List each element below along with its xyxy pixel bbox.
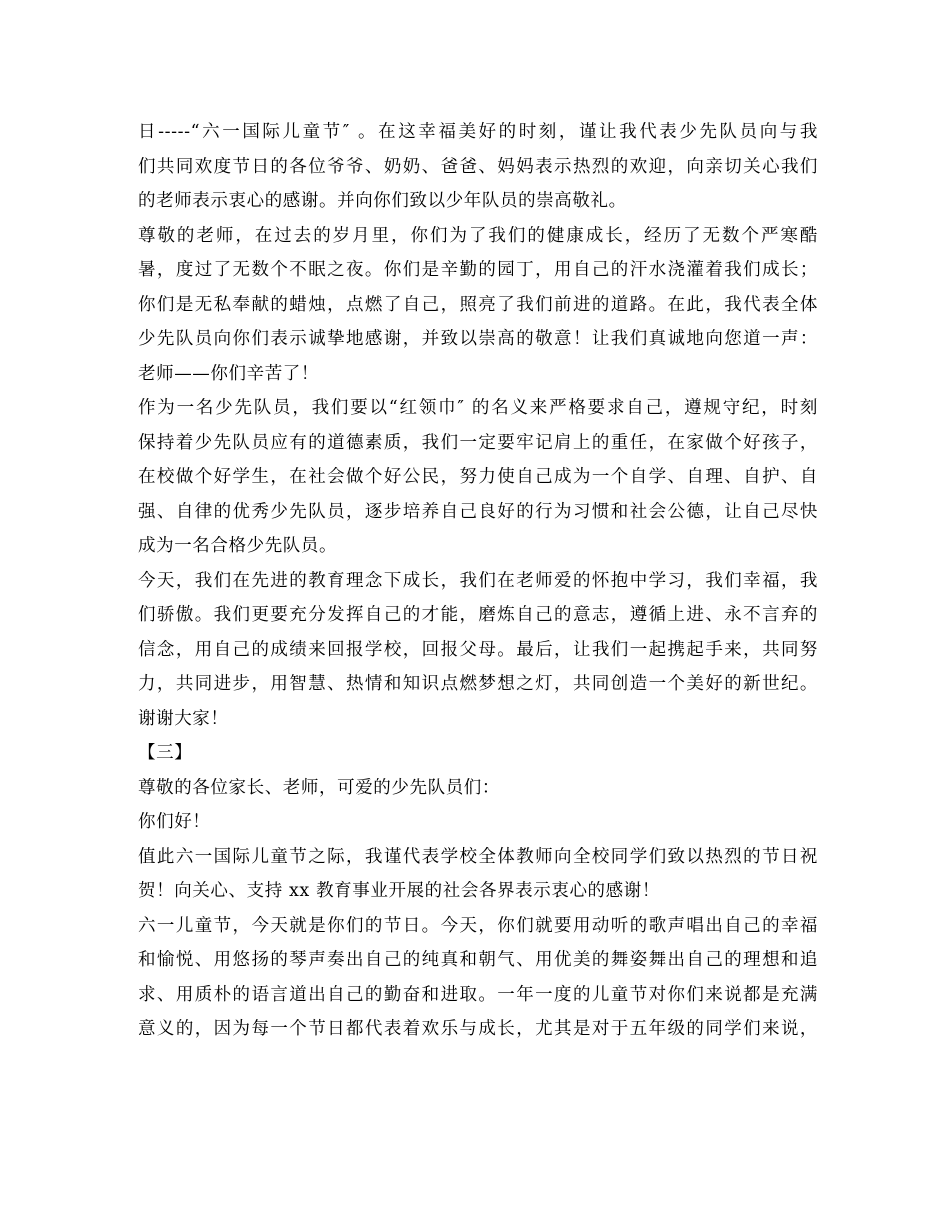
text-line: 和愉悦、用悠扬的琴声奏出自己的纯真和朝气、用优美的舞姿舞出自己的理想和追: [138, 950, 818, 970]
text-line: 老师——你们辛苦了！: [138, 363, 319, 384]
text-line: 少先队员向你们表示诚挚地感谢，并致以崇高的敬意！让我们真诚地向您道一声：: [138, 329, 818, 349]
text-line: 保持着少先队员应有的道德素质，我们一定要牢记肩上的重任，在家做个好孩子，: [138, 432, 818, 453]
text-line: 值此六一国际儿童节之际，我谨代表学校全体教师向全校同学们致以热烈的节日祝: [138, 846, 818, 867]
text-line: 意义的，因为每一个节日都代表着欢乐与成长，尤其是对于五年级的同学们来说，: [138, 1019, 818, 1039]
text-line: 信念，用自己的成绩来回报学校，回报父母。最后，让我们一起携起手来，共同努: [138, 639, 818, 660]
text-line: 尊敬的老师，在过去的岁月里，你们为了我们的健康成长，经历了无数个严寒酷: [138, 225, 818, 246]
document-page: [138, 115, 818, 1047]
text-line: 强、自律的优秀少先队员，逐步培养自己良好的行为习惯和社会公德，让自己尽快: [138, 501, 818, 522]
text-line: 谢谢大家！: [138, 708, 229, 729]
text-line: 贺！向关心、支持 xx 教育事业开展的社会各界表示衷心的感谢！: [138, 881, 660, 901]
text-line: 【三】: [138, 743, 193, 763]
text-line: 的老师表示衷心的感谢。并向你们致以少年队员的崇高敬礼。: [138, 191, 627, 211]
text-line: 们骄傲。我们更要充分发挥自己的才能，磨炼自己的意志，遵循上进、永不言弃的: [138, 605, 818, 625]
text-line: 力，共同进步，用智慧、热情和知识点燃梦想之灯，共同创造一个美好的新世纪。: [138, 674, 818, 694]
text-line: 你们好！: [138, 812, 211, 832]
text-line: 你们是无私奉献的蜡烛，点燃了自己，照亮了我们前进的道路。在此，我代表全体: [138, 294, 818, 315]
text-line: 尊敬的各位家长、老师，可爱的少先队员们：: [138, 777, 500, 798]
text-line: 今天，我们在先进的教育理念下成长，我们在老师爱的怀抱中学习，我们幸福，我: [138, 570, 818, 591]
text-line: 作为一名少先队员，我们要以“红领巾″ 的名义来严格要求自己，遵规守纪，时刻: [138, 398, 818, 418]
text-line: 六一儿童节，今天就是你们的节日。今天，你们就要用动听的歌声唱出自己的幸福: [138, 915, 818, 936]
text-line: 们共同欢度节日的各位爷爷、奶奶、爸爸、妈妈表示热烈的欢迎，向亲切关心我们: [138, 156, 818, 177]
text-line: 成为一名合格少先队员。: [138, 536, 338, 556]
text-line: 在校做个好学生，在社会做个好公民，努力使自己成为一个自学、自理、自护、自: [138, 467, 818, 487]
text-line: 日-----“六一国际儿童节″ 。在这幸福美好的时刻，谨让我代表少先队员向与我: [138, 122, 818, 142]
text-line: 暑，度过了无数个不眠之夜。你们是辛勤的园丁，用自己的汗水浇灌着我们成长；: [138, 260, 818, 280]
text-line: 求、用质朴的语言道出自己的勤奋和进取。一年一度的儿童节对你们来说都是充满: [138, 984, 818, 1005]
